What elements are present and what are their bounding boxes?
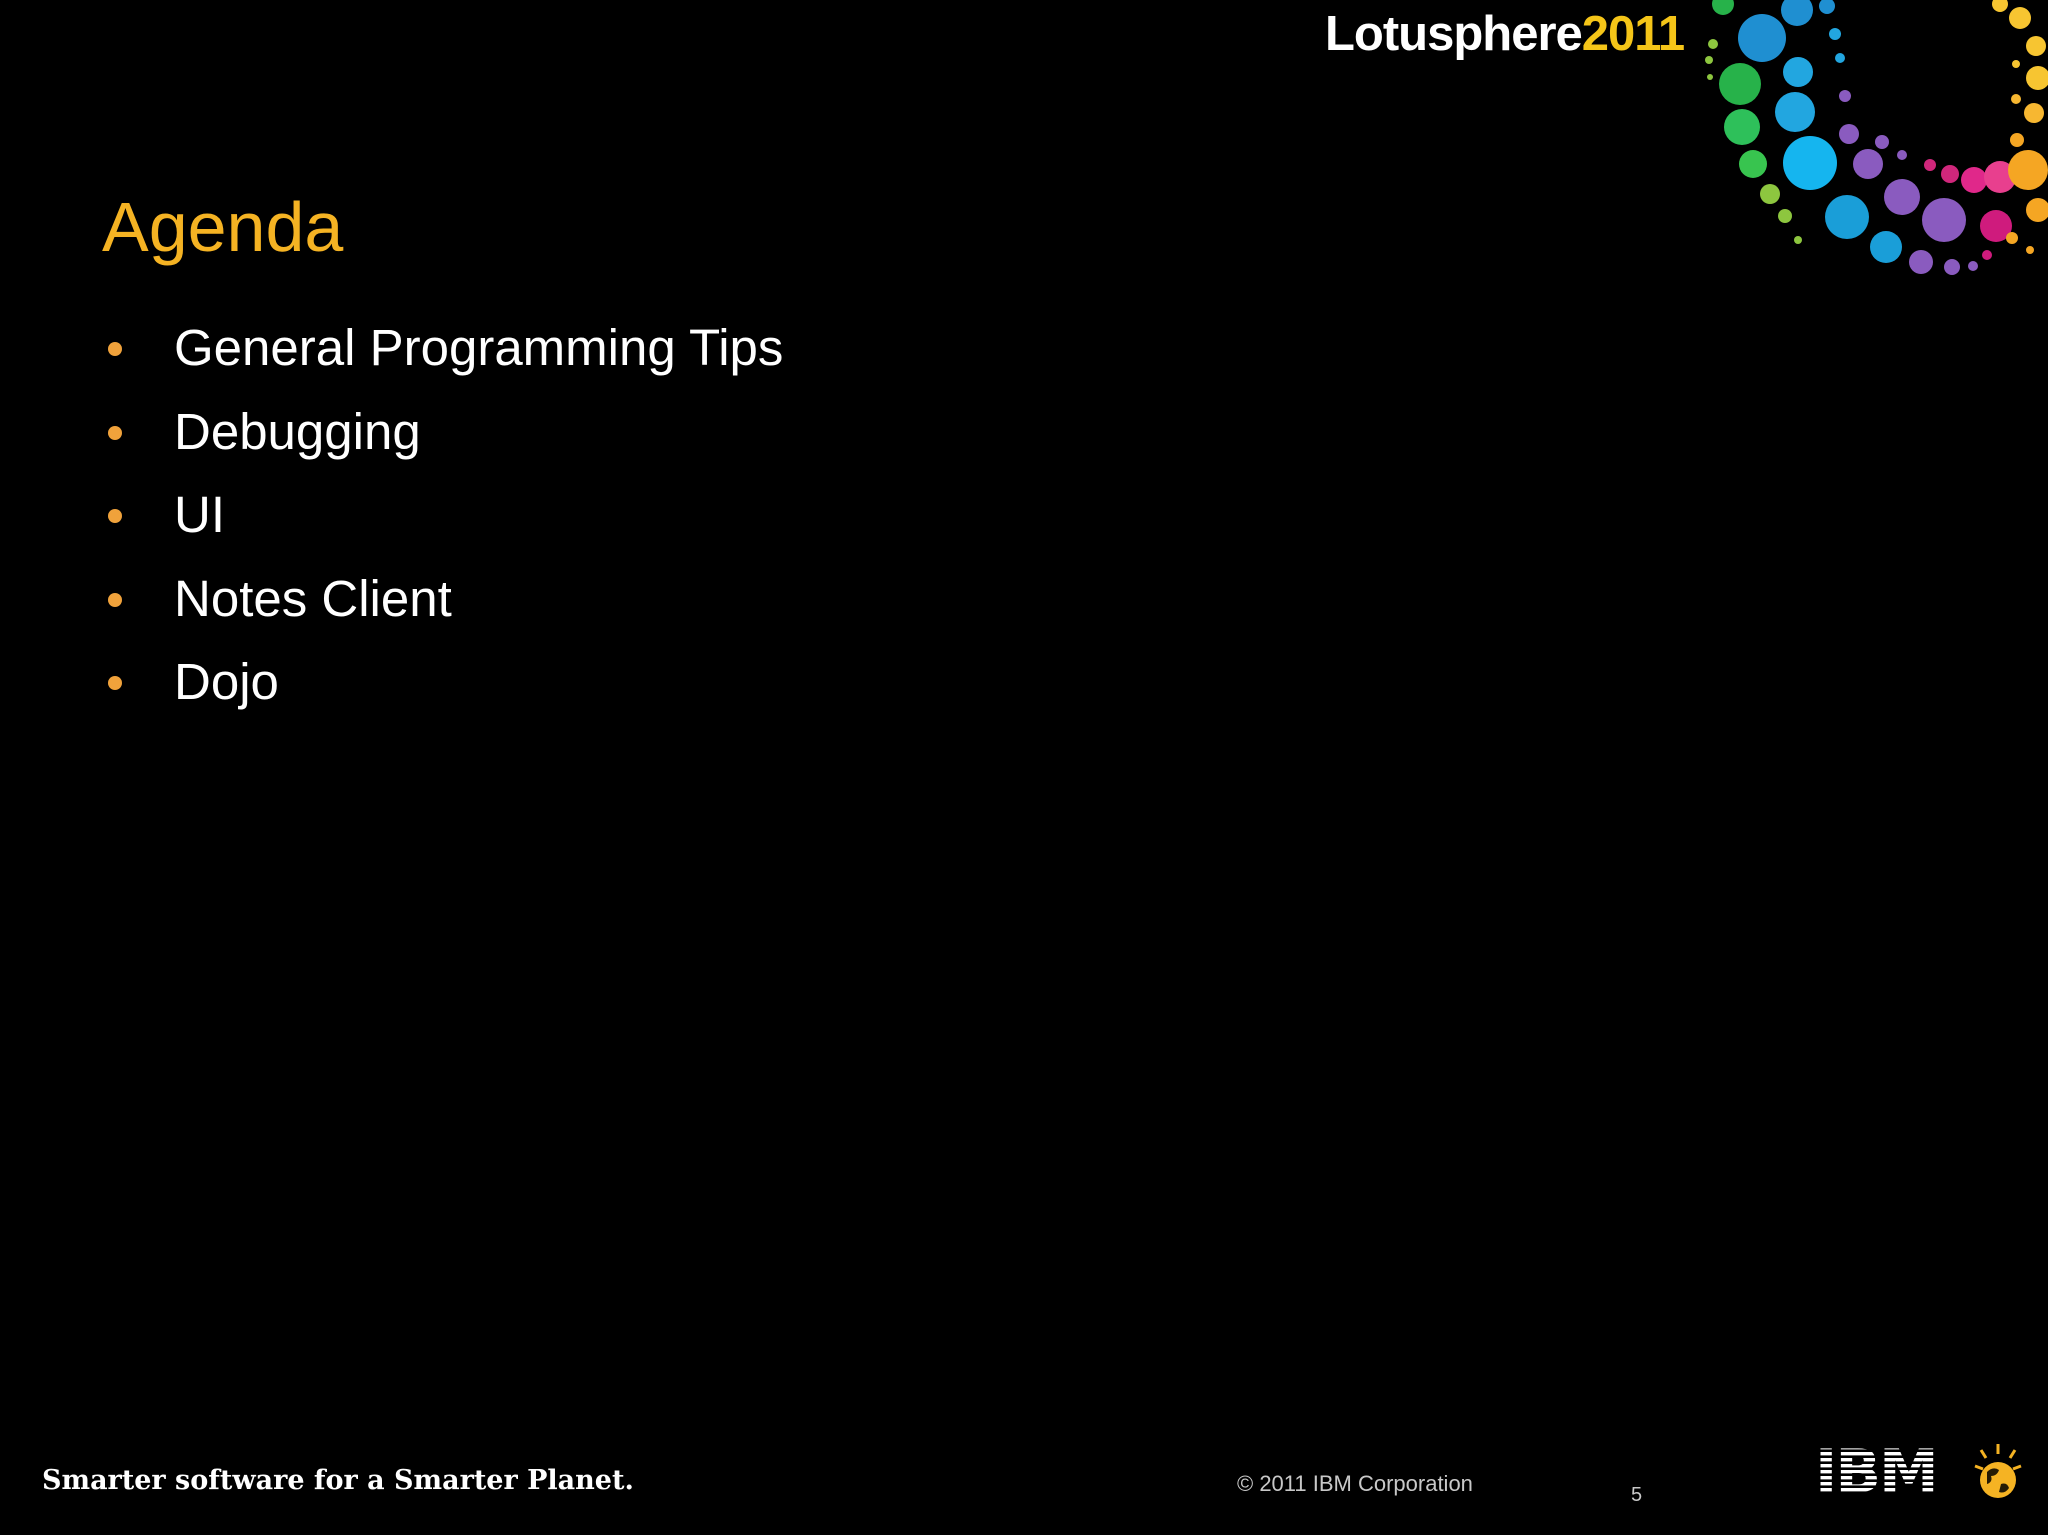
- copyright-notice: © 2011 IBM Corporation: [1237, 1471, 1473, 1496]
- list-item-text: Dojo: [174, 653, 279, 710]
- list-item: [100, 486, 783, 573]
- bullet-icon: [108, 593, 122, 607]
- ibm-logo: [1815, 1440, 2025, 1506]
- slide-title: Agenda: [102, 188, 344, 266]
- agenda-list: [100, 319, 784, 740]
- list-item: [100, 402, 783, 490]
- smarter-planet-icon: [1975, 1444, 2021, 1498]
- brand-year: 2011: [1581, 7, 1685, 61]
- list-item-text: Notes Client: [174, 569, 452, 627]
- page-number: 5: [1631, 1484, 1643, 1506]
- list-item-text: Debugging: [174, 402, 421, 460]
- dot-burst-graphic: [1690, 0, 2048, 290]
- bullet-icon: [108, 342, 122, 356]
- lotusphere-brand: [1325, 7, 1685, 61]
- ibm-logo-text: IBM: [1815, 1440, 1937, 1506]
- list-item: [100, 569, 783, 657]
- footer-tagline: Smarter software for a Smarter Planet.: [42, 1465, 634, 1496]
- list-item: [100, 319, 784, 406]
- brand-word: Lotusphere: [1325, 7, 1582, 61]
- bullet-icon: [108, 676, 122, 690]
- list-item-text: General Programming Tips: [174, 319, 784, 376]
- bullet-icon: [108, 509, 122, 523]
- list-item: [100, 653, 783, 740]
- list-item-text: UI: [174, 486, 225, 543]
- bullet-icon: [108, 426, 122, 440]
